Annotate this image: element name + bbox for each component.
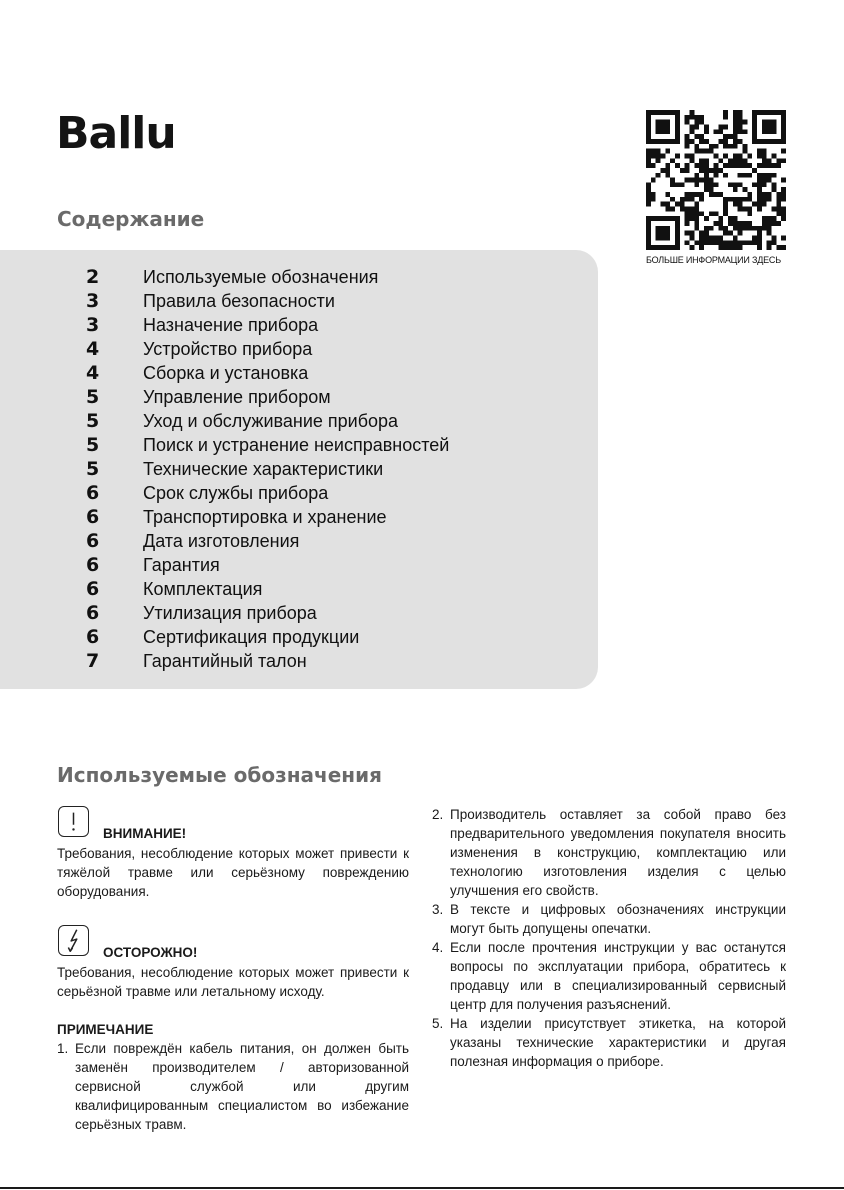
qr-block (646, 110, 790, 265)
toc-page-number: 6 (86, 602, 100, 624)
brand-logo: Ballu (56, 108, 176, 159)
toc-item[interactable] (0, 529, 560, 553)
toc-item[interactable] (0, 481, 560, 505)
toc-item-title: Управление прибором (143, 387, 331, 407)
caution-label: ОСТОРОЖНО! (103, 945, 198, 960)
right-column (432, 805, 786, 1071)
exclamation-icon (58, 806, 89, 837)
toc-item-title: Устройство прибора (143, 339, 313, 359)
toc-item[interactable] (0, 409, 560, 433)
toc-heading: Содержание (57, 207, 205, 231)
toc-item[interactable] (0, 265, 560, 289)
toc-item[interactable] (0, 553, 560, 577)
toc-item-title: Используемые обозначения (143, 267, 379, 287)
attention-text: Требования, несоблюдение которых может привести к тяжёлой травме или серьёзному повреждению оборудования. (57, 846, 409, 899)
toc-item-title: Срок службы прибора (143, 483, 329, 503)
toc-page-number: 6 (86, 554, 100, 576)
toc-item-title: Сертификация продукции (143, 627, 360, 647)
caution-header (57, 925, 409, 963)
toc-item-title: Поиск и устранение неисправностей (143, 435, 450, 455)
section-heading: Используемые обозначения (57, 763, 382, 787)
note-text: В тексте и цифровых обозначениях инструкции могут быть допущены опечатки. (450, 902, 786, 936)
toc-page-number: 2 (86, 266, 100, 288)
note-item (432, 938, 786, 1014)
note-text: Производитель оставляет за собой право без предварительного уведомления покупателя вносить изменения в конструкцию, комплектацию или технологию изготовления изделия с целью улучшения его свойств. (450, 807, 786, 898)
toc-item-title: Технические характеристики (143, 459, 384, 479)
toc-page-number: 6 (86, 530, 100, 552)
note-item (432, 900, 786, 938)
note-text: На изделии присутствует этикетка, на которой указаны технические характеристики и другая полезная информация о приборе. (450, 1016, 786, 1069)
toc-page-number: 6 (86, 482, 100, 504)
qr-caption: БОЛЬШЕ ИНФОРМАЦИИ ЗДЕСЬ (646, 255, 781, 265)
toc-page-number: 5 (86, 434, 100, 456)
note-number: 2. (432, 807, 444, 822)
note-number: 4. (432, 940, 444, 955)
toc-page-number: 7 (86, 650, 100, 672)
toc-item-title: Транспортировка и хранение (143, 507, 387, 527)
toc-list (0, 265, 560, 673)
toc-item[interactable] (0, 289, 560, 313)
note-list (432, 805, 786, 1071)
toc-item-title: Назначение прибора (143, 315, 319, 335)
toc-page-number: 5 (86, 410, 100, 432)
toc-item[interactable] (0, 361, 560, 385)
note-heading: ПРИМЕЧАНИЕ (57, 1022, 154, 1037)
toc-page-number: 6 (86, 578, 100, 600)
toc-page-number: 4 (86, 338, 100, 360)
note-text: Если повреждён кабель питания, он должен быть заменён производителем / авторизованной сервисной службой или другим квалифицированным специалистом во избежание серьёзных травм. (75, 1041, 409, 1132)
toc-item[interactable] (0, 625, 560, 649)
note-item (432, 805, 786, 900)
toc-item[interactable] (0, 385, 560, 409)
toc-item-title: Утилизация прибора (143, 603, 317, 623)
toc-item-title: Гарантия (143, 555, 220, 575)
bottom-rule (0, 1187, 844, 1189)
toc-item[interactable] (0, 433, 560, 457)
toc-item[interactable] (0, 313, 560, 337)
toc-item[interactable] (0, 577, 560, 601)
toc-item-title: Дата изготовления (143, 531, 300, 551)
toc-item[interactable] (0, 649, 560, 673)
toc-item[interactable] (0, 601, 560, 625)
toc-item[interactable] (0, 337, 560, 361)
caution-text: Требования, несоблюдение которых может привести к серьёзной травме или летальному исходу. (57, 965, 409, 999)
toc-item-title: Гарантийный талон (143, 651, 307, 671)
note-item (432, 1014, 786, 1071)
note-list (57, 1039, 409, 1134)
note-number: 1. (57, 1041, 69, 1056)
note-text: Если после прочтения инструкции у вас останутся вопросы по эксплуатации прибора, обратитесь к продавцу или в специализированный сервисный центр для получения разъяснений. (450, 940, 786, 1012)
qr-code-icon[interactable] (646, 110, 786, 250)
toc-item[interactable] (0, 457, 560, 481)
toc-page-number: 5 (86, 386, 100, 408)
left-column (57, 806, 409, 1134)
toc-item[interactable] (0, 505, 560, 529)
note-number: 5. (432, 1016, 444, 1031)
toc-page-number: 3 (86, 314, 100, 336)
toc-page-number: 6 (86, 506, 100, 528)
note-item (57, 1039, 409, 1134)
toc-page-number: 3 (86, 290, 100, 312)
toc-page-number: 4 (86, 362, 100, 384)
note-number: 3. (432, 902, 444, 917)
attention-header (57, 806, 409, 844)
toc-item-title: Комплектация (143, 579, 263, 599)
toc-page-number: 5 (86, 458, 100, 480)
toc-item-title: Сборка и установка (143, 363, 309, 383)
lightning-icon (58, 925, 89, 956)
attention-label: ВНИМАНИЕ! (103, 826, 187, 841)
toc-item-title: Уход и обслуживание прибора (143, 411, 399, 431)
toc-item-title: Правила безопасности (143, 291, 335, 311)
toc-page-number: 6 (86, 626, 100, 648)
